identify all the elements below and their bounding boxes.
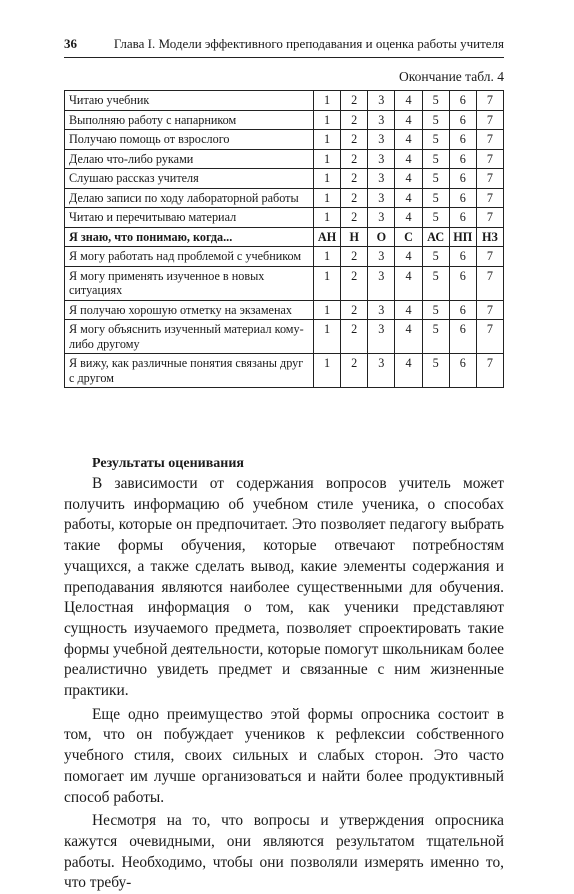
scale-value: 2	[341, 247, 368, 267]
scale-value: 3	[368, 169, 395, 189]
scale-value: 1	[314, 188, 341, 208]
table-body	[65, 91, 504, 388]
scale-value: 3	[368, 320, 395, 354]
scale-value: 6	[449, 354, 476, 388]
scale-value: 3	[368, 247, 395, 267]
scale-value: 6	[449, 208, 476, 228]
scale-value: 1	[314, 300, 341, 320]
section-heading: Результаты оценивания	[92, 456, 244, 471]
column-header: АН	[314, 227, 341, 247]
scale-value: 3	[368, 354, 395, 388]
table-row	[65, 188, 504, 208]
scale-value: 7	[476, 300, 503, 320]
scale-value: 2	[341, 354, 368, 388]
scale-value: 5	[422, 354, 449, 388]
scale-value: 6	[449, 169, 476, 189]
column-header: АС	[422, 227, 449, 247]
scale-value: 4	[395, 320, 422, 354]
scale-value: 5	[422, 188, 449, 208]
scale-value: 3	[368, 300, 395, 320]
table-row	[65, 320, 504, 354]
scale-value: 1	[314, 91, 341, 111]
row-label: Я могу объяснить изученный материал кому-либо другому	[65, 320, 314, 354]
table-row	[65, 130, 504, 150]
column-header: О	[368, 227, 395, 247]
scale-value: 1	[314, 130, 341, 150]
scale-value: 7	[476, 110, 503, 130]
scale-value: 6	[449, 320, 476, 354]
row-label: Читаю учебник	[65, 91, 314, 111]
scale-value: 1	[314, 354, 341, 388]
scale-value: 5	[422, 169, 449, 189]
row-label: Слушаю рассказ учителя	[65, 169, 314, 189]
scale-value: 2	[341, 110, 368, 130]
scale-value: 7	[476, 208, 503, 228]
table-row	[65, 300, 504, 320]
table-row	[65, 266, 504, 300]
scale-value: 6	[449, 130, 476, 150]
table-row	[65, 149, 504, 169]
scale-value: 2	[341, 208, 368, 228]
row-label: Делаю что-либо руками	[65, 149, 314, 169]
scale-value: 7	[476, 130, 503, 150]
scale-value: 4	[395, 208, 422, 228]
scale-value: 3	[368, 149, 395, 169]
scale-value: 7	[476, 91, 503, 111]
scale-value: 1	[314, 266, 341, 300]
row-label: Я вижу, как различные понятия связаны друг с другом	[65, 354, 314, 388]
row-label: Получаю помощь от взрослого	[65, 130, 314, 150]
scale-value: 6	[449, 247, 476, 267]
scale-value: 5	[422, 300, 449, 320]
scale-value: 4	[395, 91, 422, 111]
table-row	[65, 354, 504, 388]
table-row	[65, 91, 504, 111]
scale-value: 4	[395, 169, 422, 189]
scale-value: 3	[368, 188, 395, 208]
scale-value: 5	[422, 149, 449, 169]
questionnaire-table	[64, 90, 504, 388]
scale-value: 2	[341, 320, 368, 354]
scale-value: 4	[395, 188, 422, 208]
row-label: Я могу применять изученное в новых ситуациях	[65, 266, 314, 300]
paragraph: В зависимости от содержания вопросов учитель может получить информацию об учебном стиле ученика, о способах работы, которые он предпочитает. Это позволяет педагогу выбрать такие формы обучения, которые отвечают потребностям учащихся, а также сделать вывод, какие элементы содержания и преподавания являются наиболее существенными для обучения. Целостная информация о том, как ученики представляют сущность изучаемого предмета, позволяет спроектировать такие формы учебной деятельности, которые помогут школьникам более реалистично увидеть предмет и связанные с ним жизненные практики.	[64, 475, 504, 700]
column-header: С	[395, 227, 422, 247]
table-row	[65, 208, 504, 228]
scale-value: 2	[341, 188, 368, 208]
table-subheader-row	[65, 227, 504, 247]
header-rule	[64, 57, 504, 58]
row-label: Я получаю хорошую отметку на экзаменах	[65, 300, 314, 320]
scale-value: 6	[449, 188, 476, 208]
table-row	[65, 247, 504, 267]
scale-value: 3	[368, 130, 395, 150]
scale-value: 3	[368, 110, 395, 130]
scale-value: 4	[395, 130, 422, 150]
body-text	[64, 455, 504, 894]
scale-value: 2	[341, 91, 368, 111]
row-label: Читаю и перечитываю материал	[65, 208, 314, 228]
scale-value: 3	[368, 266, 395, 300]
table-row	[65, 169, 504, 189]
scale-value: 7	[476, 247, 503, 267]
scale-value: 5	[422, 320, 449, 354]
scale-value: 4	[395, 110, 422, 130]
row-label: Выполняю работу с напарником	[65, 110, 314, 130]
scale-value: 1	[314, 169, 341, 189]
scale-value: 5	[422, 110, 449, 130]
scale-value: 5	[422, 247, 449, 267]
scale-value: 6	[449, 110, 476, 130]
scale-value: 7	[476, 169, 503, 189]
table-caption: Окончание табл. 4	[398, 69, 504, 84]
scale-value: 7	[476, 266, 503, 300]
scale-value: 5	[422, 91, 449, 111]
scale-value: 5	[422, 266, 449, 300]
scale-value: 2	[341, 130, 368, 150]
paragraph: Еще одно преимущество этой формы опросника состоит в том, что он побуждает учеников к рефлексии собственного учебного стиля, своих сильных и слабых сторон. Это часто помогает им лучше организоваться и найти более продуктивный способ работы.	[64, 705, 504, 806]
scale-value: 1	[314, 149, 341, 169]
scale-value: 2	[341, 169, 368, 189]
scale-value: 7	[476, 188, 503, 208]
running-title: Глава I. Модели эффективного преподавания и оценка работы учителя	[113, 36, 504, 51]
subheader-label: Я знаю, что понимаю, когда...	[65, 227, 314, 247]
scale-value: 5	[422, 208, 449, 228]
scale-value: 5	[422, 130, 449, 150]
table-row	[65, 110, 504, 130]
scale-value: 1	[314, 247, 341, 267]
page-number: 36	[64, 36, 77, 51]
row-label: Я могу работать над проблемой с учебником	[65, 247, 314, 267]
scale-value: 4	[395, 300, 422, 320]
scale-value: 2	[341, 266, 368, 300]
column-header: НП	[449, 227, 476, 247]
paragraph: Несмотря на то, что вопросы и утверждения опросника кажутся очевидными, они являются результатом тщательной работы. Необходимо, чтобы они позволяли измерять именно то, что требу-	[64, 812, 504, 892]
scale-value: 6	[449, 149, 476, 169]
scale-value: 7	[476, 149, 503, 169]
scale-value: 1	[314, 208, 341, 228]
column-header: НЗ	[476, 227, 503, 247]
scale-value: 6	[449, 91, 476, 111]
scale-value: 4	[395, 266, 422, 300]
scale-value: 3	[368, 91, 395, 111]
scale-value: 1	[314, 110, 341, 130]
scale-value: 7	[476, 354, 503, 388]
scale-value: 2	[341, 300, 368, 320]
row-label: Делаю записи по ходу лабораторной работы	[65, 188, 314, 208]
scale-value: 2	[341, 149, 368, 169]
scale-value: 6	[449, 266, 476, 300]
scale-value: 6	[449, 300, 476, 320]
scale-value: 3	[368, 208, 395, 228]
scale-value: 4	[395, 354, 422, 388]
scale-value: 1	[314, 320, 341, 354]
scale-value: 4	[395, 247, 422, 267]
scale-value: 4	[395, 149, 422, 169]
column-header: Н	[341, 227, 368, 247]
scale-value: 7	[476, 320, 503, 354]
